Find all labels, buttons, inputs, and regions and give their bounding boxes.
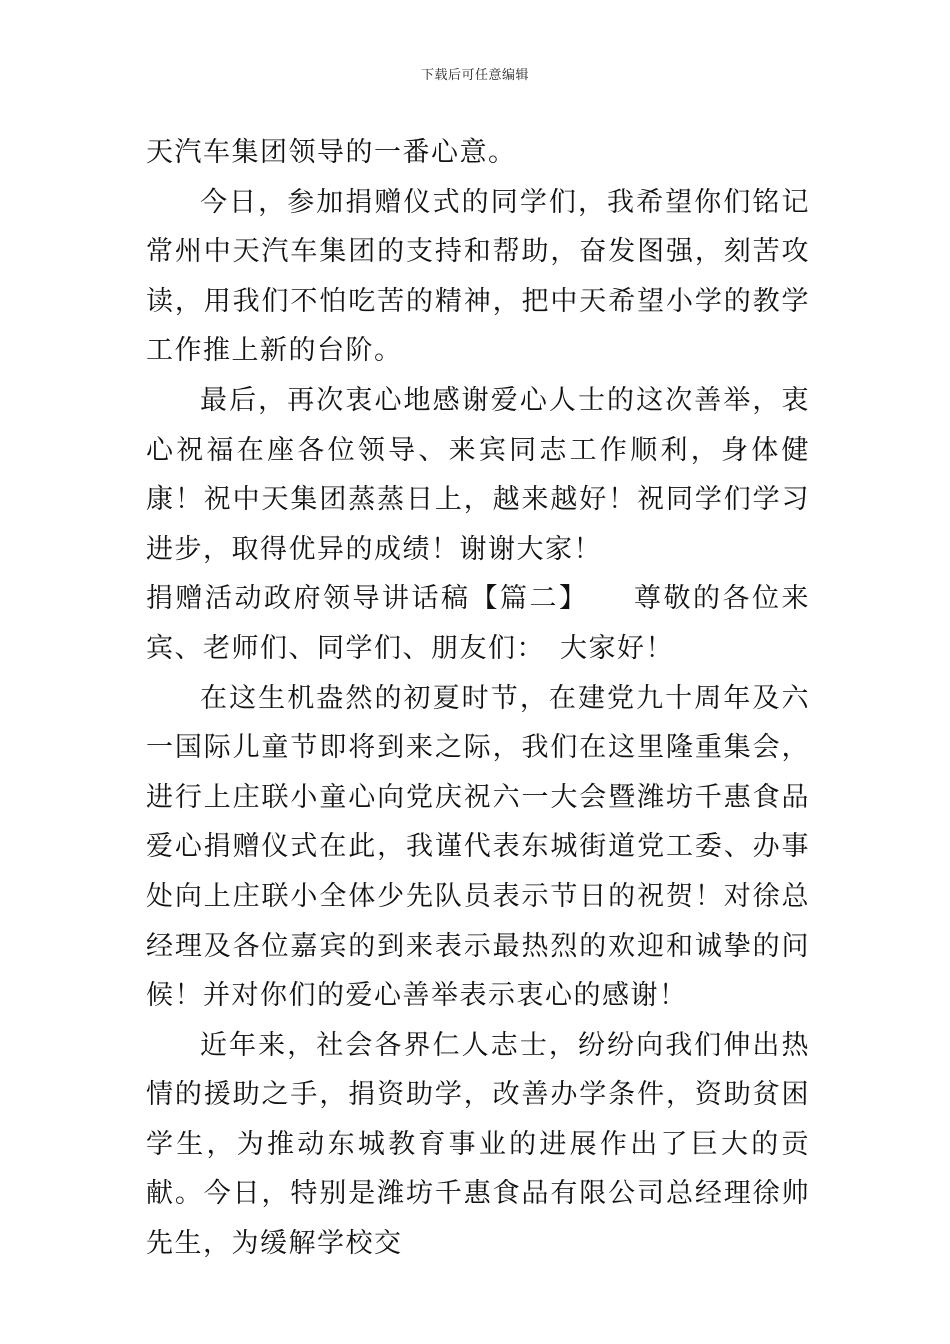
paragraph-recent-years: 近年来，社会各界仁人志士，纷纷向我们伸出热情的援助之手，捐资助学，改善办学条件，资助贫困学生，为推动东城教育事业的进展作出了巨大的贡献。今日，特别是潍坊千惠食品有限公司总经理徐帅先生，为缓解学校交: [146, 1029, 810, 1260]
paragraph-students-wish: 今日，参加捐赠仪式的同学们，我希望你们铭记常州中天汽车集团的支持和帮助，奋发图强，刻苦攻读，用我们不怕吃苦的精神，把中天希望小学的教学工作推上新的台阶。: [146, 186, 810, 367]
section-heading-part-two: 捐赠活动政府领导讲话稿【篇二】 尊敬的各位来宾、老师们、同学们、朋友们： 大家好！: [146, 583, 810, 664]
page-header-note: 下载后可任意编辑: [420, 68, 529, 83]
paragraph-closing-thanks: 最后，再次衷心地感谢爱心人士的这次善举，衷心祝福在座各位领导、来宾同志工作顺利，身体健康！祝中天集团蒸蒸日上，越来越好！祝同学们学习进步，取得优异的成绩！谢谢大家！: [146, 384, 810, 565]
paragraph-continuation: 天汽车集团领导的一番心意。: [146, 137, 517, 168]
document-body: [146, 128, 810, 1269]
paragraph-opening: 在这生机盎然的初夏时节，在建党九十周年及六一国际儿童节即将到来之际，我们在这里隆重集会，进行上庄联小童心向党庆祝六一大会暨潍坊千惠食品爱心捐赠仪式在此，我谨代表东城街道党工委、办事处向上庄联小全体少先队员表示节日的祝贺！对徐总经理及各位嘉宾的到来表示最热烈的欢迎和诚挚的问候！并对你们的爱心善举表示衷心的感谢！: [146, 682, 810, 1012]
